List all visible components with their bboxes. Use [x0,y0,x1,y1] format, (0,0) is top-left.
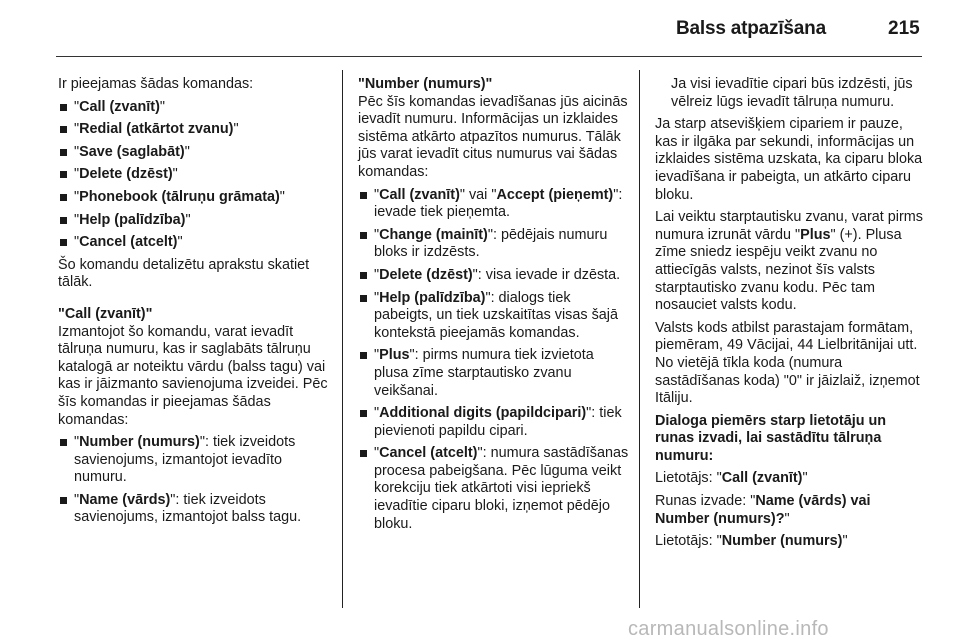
column-1 [58,76,330,532]
column-2 [358,76,630,538]
number-command-list [358,187,630,534]
intro-text: Ir pieejamas šādas komandas: [58,76,254,92]
international-paragraph: Lai veiktu starptautisku zvanu, varat pirms numura izrunāt vārdu "Plus" (+). Plusa zīme sniedz iespēju veikt zvanu no attiecīgās valsts, nezinot šīs valsts starptautisko zvanu kodu. Pēc tam nosauciet valsts kodu. [655,209,923,314]
watermark: carmanualsonline.info [628,618,829,640]
list-item: "Save (saglabāt)" [58,144,330,162]
page-header [0,0,960,52]
dialog-line-user-1: Lietotājs: "Call (zvanīt)" [655,470,808,487]
call-command-list [58,434,330,527]
list-item: "Phonebook (tālruņu grāmata)" [58,189,330,207]
list-item: "Name (vārds)": tiek izveidots savienojums, izmantojot balss tagu. [58,492,330,527]
column-3 [655,76,925,556]
call-description: Izmantojot šo komandu, varat ievadīt tālruņa numuru, kas ir saglabāts tālruņu katalogā ar noteiktu vārdu (balss tagu) vai kas ir jāizmanto savienojuma izveidei. Pēc šīs komandas ir pieejamas šādas komandas: [58,323,328,428]
pause-paragraph: Ja starp atsevišķiem cipariem ir pauze, kas ir ilgāka par sekundi, informācijas un izklaides sistēma uzskata, ka ciparu bloka ievadīšana ir pabeigta, un atkārto ciparu bloku. [655,116,923,203]
list-item: "Cancel (atcelt)": numura sastādīšanas procesa pabeigšana. Pēc lūguma veikt korekciju tiek atkārtoti visi iepriekš ievadītie ciparu bloki, izņemot pēdējo bloku. [358,445,630,533]
list-item: "Delete (dzēst)": visa ievade ir dzēsta. [358,267,630,285]
list-item: "Change (mainīt)": pēdējais numuru bloks ir izdzēsts. [358,227,630,262]
command-list [58,99,330,252]
section-heading-call: "Call (zvanīt)" [58,305,153,322]
list-item: "Redial (atkārtot zvanu)" [58,121,330,139]
section-heading-number: "Number (numurs)" [358,76,493,92]
continued-text: Ja visi ievadītie cipari būs izdzēsti, jūs vēlreiz lūgs ievadīt tālruņa numuru. [671,76,913,110]
list-item: "Plus": pirms numura tiek izvietota plusa zīme starptautisko zvanu veikšanai. [358,347,630,400]
column-divider-1 [342,70,343,608]
list-item: "Number (numurs)": tiek izveidots savienojums, izmantojot ievadīto numuru. [58,434,330,487]
after-text: Šo komandu detalizētu aprakstu skatiet tālāk. [58,256,310,291]
dialog-line-output: Runas izvade: "Name (vārds) vai Number (numurs)?" [655,493,871,527]
list-item: "Help (palīdzība)" [58,212,330,230]
column-divider-2 [639,70,640,608]
number-description: Pēc šīs komandas ievadīšanas jūs aicinās ievadīt numuru. Informācijas un izklaides sistēma atkārto atpazītos numurus. Tālāk jūs varat ievadīt citus numurus vai šādas komandas: [358,93,628,180]
page-number: 215 [888,18,920,39]
list-item: "Help (palīdzība)": dialogs tiek pabeigts, un tiek uzskaitītas visas šajā kontekstā pieejamās komandas. [358,290,630,343]
dialog-heading: Dialoga piemērs starp lietotāju un runas izvadi, lai sastādītu tālruņa numuru: [655,412,887,464]
list-item: "Delete (dzēst)" [58,166,330,184]
header-divider [56,56,922,57]
page-title: Balss atpazīšana [676,18,826,39]
list-item: "Call (zvanīt)" [58,99,330,117]
list-item: "Additional digits (papildcipari)": tiek pievienoti papildu cipari. [358,405,630,440]
country-code-paragraph: Valsts kods atbilst parastajam formātam, piemēram, 49 Vācijai, 44 Lielbritānijai utt. No vietējā tīkla koda (numura sastādīšanas koda) "0" ir jāizlaiž, izņemot Itāliju. [655,319,920,407]
list-item: "Call (zvanīt)" vai "Accept (pieņemt)": ievade tiek pieņemta. [358,187,630,222]
list-item: "Cancel (atcelt)" [58,234,330,252]
dialog-line-user-2: Lietotājs: "Number (numurs)" [655,533,848,550]
